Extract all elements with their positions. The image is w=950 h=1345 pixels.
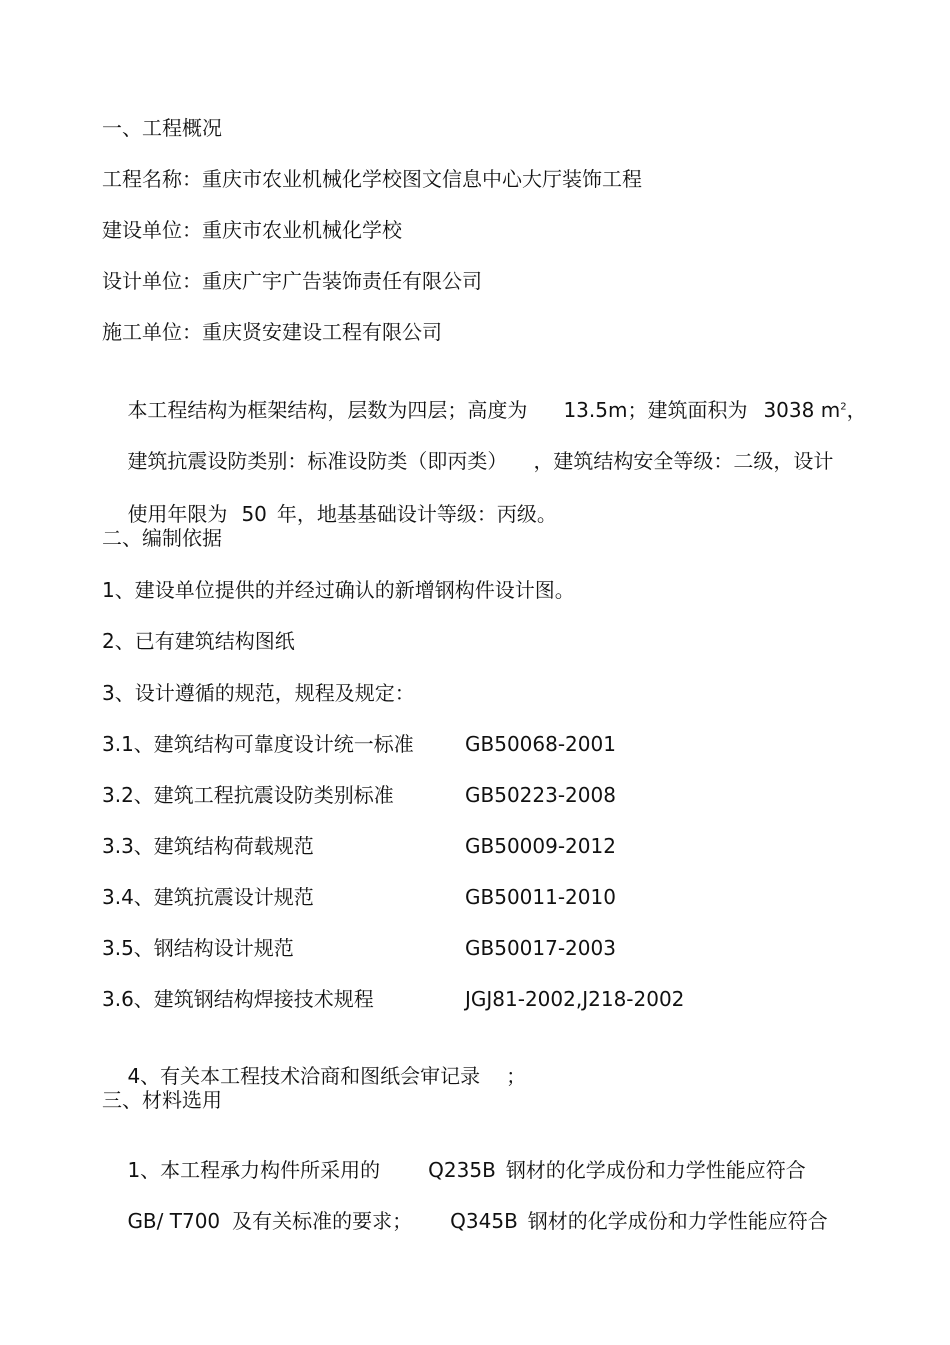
overview-comma: ， [846, 398, 867, 422]
standard-code: GB50068-2001 [465, 732, 616, 756]
standard-code: GB50009-2012 [465, 834, 616, 858]
steel-grade-q235b: Q235B [428, 1158, 496, 1182]
design-unit: 设计单位：重庆广宇广告装饰责任有限公司 [102, 269, 482, 293]
basis-item-4-text: 4、有关本工程技术洽商和图纸会审记录 [127, 1064, 481, 1088]
materials-line-2 [102, 1182, 828, 1260]
materials-intro: 1、本工程承力构件所采用的 [127, 1158, 381, 1182]
standard-name: 3.1、建筑结构可靠度设计统一标准 [102, 732, 414, 756]
owner-unit: 建设单位：重庆市农业机械化学校 [102, 218, 402, 242]
standard-name: 3.2、建筑工程抗震设防类别标准 [102, 783, 394, 807]
basis-item-1: 1、建设单位提供的并经过确认的新增钢构件设计图。 [102, 578, 575, 602]
standard-name: 3.4、建筑抗震设计规范 [102, 885, 314, 909]
steel-grade-q345b: Q345B [450, 1209, 518, 1233]
standard-name: 3.5、钢结构设计规范 [102, 936, 294, 960]
foundation-grade: 年，地基基础设计等级：丙级。 [276, 502, 557, 526]
materials-requirement-2: 及有关标准的要求； [232, 1209, 413, 1233]
materials-requirement-3: 钢材的化学成份和力学性能应符合 [527, 1209, 828, 1233]
section-heading-overview: 一、工程概况 [102, 116, 222, 140]
materials-requirement-1: 钢材的化学成份和力学性能应符合 [505, 1158, 806, 1182]
standard-code: GB50011-2010 [465, 885, 616, 909]
section-heading-materials: 三、材料选用 [102, 1088, 222, 1112]
basis-item-4-semicolon: ； [506, 1064, 527, 1088]
standard-name: 3.6、建筑钢结构焊接技术规程 [102, 987, 374, 1011]
basis-item-3: 3、设计遵循的规范，规程及规定： [102, 681, 415, 705]
overview-area: 3038 m [763, 398, 841, 422]
project-name: 工程名称：重庆市农业机械化学校图文信息中心大厅装饰工程 [102, 167, 642, 191]
standard-gb-t700: GB/ T700 [127, 1209, 221, 1233]
safety-grade: ，建筑结构安全等级：二级，设计 [533, 449, 834, 473]
basis-item-2: 2、已有建筑结构图纸 [102, 629, 295, 653]
section-heading-basis: 二、编制依据 [102, 526, 222, 550]
service-life-label: 使用年限为 [127, 502, 228, 526]
overview-text: 本工程结构为框架结构，层数为四层；高度为 [127, 398, 528, 422]
overview-height: 13.5m；建筑面积为 [563, 398, 748, 422]
area-unit-superscript: 2 [840, 401, 847, 413]
seismic-category: 建筑抗震设防类别：标准设防类（即丙类） [127, 449, 508, 473]
contractor-unit: 施工单位：重庆贤安建设工程有限公司 [102, 320, 442, 344]
standard-name: 3.3、建筑结构荷载规范 [102, 834, 314, 858]
standard-code: JGJ81-2002,J218-2002 [465, 987, 685, 1011]
service-life-value: 50 [241, 502, 267, 526]
standard-code: GB50223-2008 [465, 783, 616, 807]
standard-code: GB50017-2003 [465, 936, 616, 960]
